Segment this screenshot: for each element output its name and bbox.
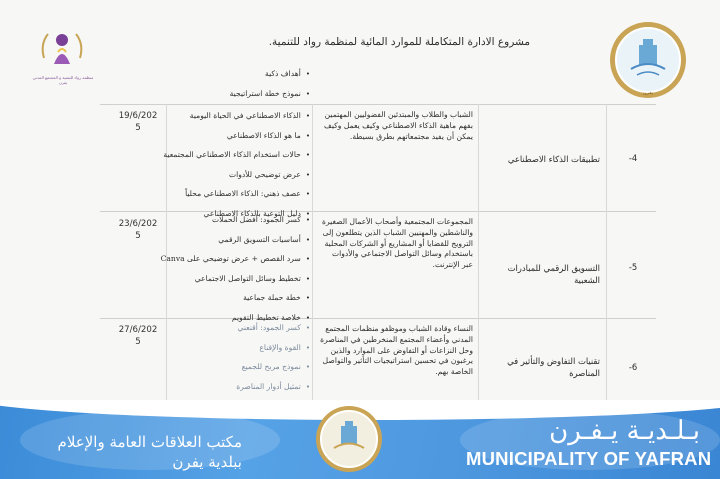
list-item: • تخطيط وسائل التواصل الاجتماعي [150,273,310,293]
list-item: • كسر الجمود: أقنعني [150,322,310,342]
target-audience: النساء وقادة الشباب وموظفو منظمات المجتمع المدني وأعضاء المجتمع المنخرطين في المناصرة وحل النزاعات أو التفاوض على الموارد والذين يرغبون في تحسين استراتيجيات التأثير والتواصل الخاصة بهم. [320,324,473,377]
media-office-label: مكتب العلاقات العامة والإعلام ببلدية يفرن [57,433,242,471]
municipality-name-arabic: بـلـديـة يـفـرن [549,416,700,446]
organization-logo-icon [36,24,88,76]
session-topic: التسويق الرقمي للمبادرات الشعبية [507,263,600,285]
list-item: • دليل التوعية بالذكاء الاصطناعي [150,208,310,228]
document-title: مشروع الادارة المتكاملة للموارد المائية لمنظمة رواد للتنمية. [268,36,530,48]
footer-seal-icon [316,406,382,472]
target-audience: الشباب والطلاب والمبتدئين الفضوليين المهتمين بفهم ماهية الذكاء الاصطناعي وكيف يعمل وكيف يمكن أن يفيد مجتمعاتهم بطرق بسيطة. [323,110,473,141]
list-item: • تمثيل أدوار المناصرة [150,381,310,401]
session-items-list [150,214,310,331]
top-items-list [150,68,310,107]
row-number: -6 [628,362,638,372]
list-item: • القوة والإقناع [150,342,310,362]
table-divider [606,104,607,404]
organization-logo-caption: منظمة رواد للتنمية و المجتمع المدني يفرن [32,75,94,85]
list-item: • حالات استخدام الذكاء الاصطناعي المجتمعية [150,149,310,169]
session-date: 27/6/202 5 [118,325,158,347]
list-item: • أهداف ذكية [150,68,310,88]
list-item: • عرض توضيحي للأدوات [150,169,310,189]
session-items-list [150,110,310,227]
list-item: • خطة حملة جماعية [150,292,310,312]
municipality-name-english: MUNICIPALITY OF YAFRAN [466,448,712,469]
session-date: 23/6/202 5 [118,219,158,241]
list-item: • أساسيات التسويق الرقمي [150,234,310,254]
list-item: • كسر الجمود: أفضل الحملات [150,214,310,234]
table-divider [100,104,656,105]
seal-emblem-icon [617,29,679,91]
list-item: • عصف ذهني: الذكاء الاصطناعي محلياً [150,188,310,208]
seal-caption: يفرن [642,90,654,96]
list-item: • سرد القصص + عرض توضيحي على Canva [150,253,310,273]
footer-seal-emblem-icon [322,412,376,466]
session-topic: تقنيات التفاوض والتأثير في المناصرة [507,356,600,378]
list-item: • نموذج مربح للجميع [150,361,310,381]
row-number: -4 [628,153,638,163]
session-date: 19/6/202 5 [118,111,158,133]
table-divider [478,104,479,404]
municipality-seal-icon [610,22,686,98]
session-topic: تطبيقات الذكاء الاصطناعي [507,154,600,164]
table-divider [312,104,313,404]
list-item: • الذكاء الاصطناعي في الحياة اليومية [150,110,310,130]
list-item: • نموذج خطة استراتيجية [150,88,310,108]
list-item: • خلاصة تخطيط التقويم [150,312,310,332]
target-audience: المجموعات المجتمعية وأصحاب الأعمال الصغيرة والناشطين والمهنيين الشباب الذين يتطلعون إلى الترويج للقضايا أو المشاريع أو الشركات المحلية باستخدام وسائل التواصل الاجتماعي والأدوات عبر الإنترنت. [321,217,473,270]
list-item: • ما هو الذكاء الاصطناعي [150,130,310,150]
row-number: -5 [628,262,638,272]
